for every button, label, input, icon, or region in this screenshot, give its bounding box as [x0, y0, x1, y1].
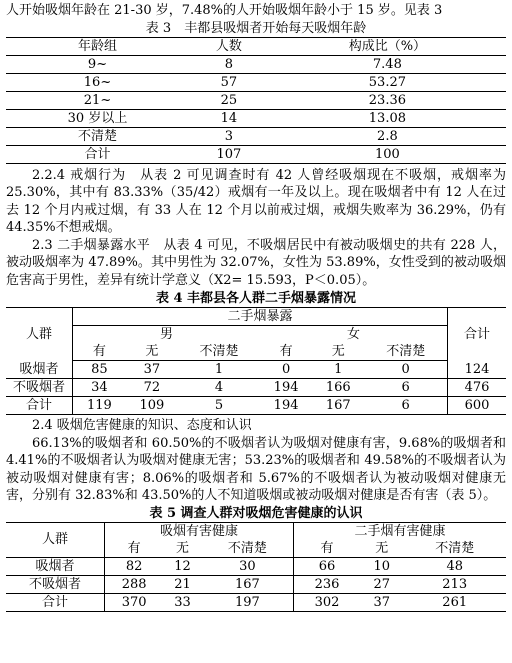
- paragraph-2-2-4: 2.2.4 戒烟行为 从表 2 可见调查时有 42 人曾经吸烟现在不吸烟，戒烟率为 25.30%，其中有 83.33%（35/42）戒烟有一年及以上。现在吸烟者中有 12 人在过去 12 个月内戒过烟，有 33 人在 12 个月以前戒过烟，戒烟失败率为 36.29%，仍有 44.35%不想戒烟。: [6, 167, 506, 235]
- table5-cell: 合计: [6, 593, 105, 611]
- table4-cell: 34: [73, 379, 126, 397]
- table3-cell: 14: [189, 109, 269, 127]
- table5-cell: 12: [163, 557, 201, 575]
- table5-cell: 27: [360, 575, 403, 593]
- paragraph-2-3: 2.3 二手烟暴露水平 从表 4 可见，不吸烟居民中有被动吸烟史的共有 228 人，被动吸烟率为 47.89%。其中男性为 32.07%，女性为 53.89%，女性受到的被动吸烟危害高于男性，差异有统计学意义（X2= 15.593，P＜0.05）。: [6, 237, 506, 288]
- table-row: [6, 397, 506, 415]
- table5-cell: 236: [293, 575, 360, 593]
- table4-cell: 194: [260, 397, 312, 415]
- table4-cell: 109: [126, 397, 178, 415]
- table4-total-header: 合计: [448, 308, 507, 361]
- table4: [6, 307, 506, 415]
- table5-cell: 不吸烟者: [6, 575, 105, 593]
- table4-cell: 37: [126, 361, 178, 379]
- table5-group-header: 人群: [6, 522, 105, 557]
- table4-group-header: 人群: [6, 308, 73, 361]
- table-row: [6, 379, 506, 397]
- table-row: [6, 575, 506, 593]
- table4-cell: 吸烟者: [6, 361, 73, 379]
- table3-cell: 9~: [6, 55, 189, 73]
- table-row: [6, 361, 506, 379]
- table4-cell: 72: [126, 379, 178, 397]
- document-page: [6, 2, 506, 612]
- table4-cell: 124: [448, 361, 507, 379]
- table5-subheader: 有: [293, 540, 360, 558]
- table4-cell: 1: [312, 361, 364, 379]
- table3-header: 年龄组: [6, 37, 189, 55]
- table4-cell: 167: [312, 397, 364, 415]
- table4-cell: 6: [364, 397, 447, 415]
- table4-cell: 119: [73, 397, 126, 415]
- table5-subheader: 不清楚: [403, 540, 506, 558]
- table3-cell: 8: [189, 55, 269, 73]
- table3-cell: 53.27: [269, 73, 506, 91]
- table5-group2-header: 二手烟有害健康: [293, 522, 506, 540]
- table5-cell: 10: [360, 557, 403, 575]
- table-row: [6, 145, 506, 163]
- table4-cell: 476: [448, 379, 507, 397]
- table4-cell: 1: [178, 361, 260, 379]
- table5-cell: 21: [163, 575, 201, 593]
- table3: [6, 37, 506, 164]
- table3-cell: 不清楚: [6, 127, 189, 145]
- table5-cell: 37: [360, 593, 403, 611]
- table-row: [6, 73, 506, 91]
- table3-header: 人数: [189, 37, 269, 55]
- table3-cell: 100: [269, 145, 506, 163]
- table-row: [6, 557, 506, 575]
- table5-cell: 370: [105, 593, 164, 611]
- table3-cell: 2.8: [269, 127, 506, 145]
- table3-header: 构成比（%）: [269, 37, 506, 55]
- table4-subheader: 无: [126, 343, 178, 361]
- table5-cell: 吸烟者: [6, 557, 105, 575]
- table4-subheader: 不清楚: [178, 343, 260, 361]
- table4-subheader: 有: [73, 343, 126, 361]
- table5-cell: 82: [105, 557, 164, 575]
- table4-cell: 166: [312, 379, 364, 397]
- table3-cell: 30 岁以上: [6, 109, 189, 127]
- table3-cell: 107: [189, 145, 269, 163]
- table5-cell: 33: [163, 593, 201, 611]
- table3-cell: 13.08: [269, 109, 506, 127]
- table4-cell: 600: [448, 397, 507, 415]
- table4-subheader: 不清楚: [364, 343, 447, 361]
- table4-female-header: 女: [260, 326, 448, 344]
- table4-cell: 不吸烟者: [6, 379, 73, 397]
- table3-cell: 23.36: [269, 91, 506, 109]
- table4-male-header: 男: [159, 327, 173, 342]
- table4-cell: 0: [364, 361, 447, 379]
- table-row: [6, 91, 506, 109]
- table-row: [6, 127, 506, 145]
- table3-cell: 7.48: [269, 55, 506, 73]
- table3-header-row: [6, 37, 506, 55]
- table5-cell: 30: [202, 557, 294, 575]
- table5-cell: 213: [403, 575, 506, 593]
- table5-subheader: 不清楚: [202, 540, 294, 558]
- table3-cell: 16~: [6, 73, 189, 91]
- table3-cell: 21~: [6, 91, 189, 109]
- table4-super-header: 二手烟暴露: [73, 308, 448, 326]
- table5-cell: 288: [105, 575, 164, 593]
- table4-subheader: 无: [312, 343, 364, 361]
- table5-caption: 表 5 调查人群对吸烟危害健康的认识: [149, 505, 363, 521]
- table5-cell: 167: [202, 575, 294, 593]
- table3-cell: 合计: [6, 145, 189, 163]
- table4-cell: 5: [178, 397, 260, 415]
- table3-caption: 表 3 丰都县吸烟者开始每天吸烟年龄: [145, 20, 367, 36]
- table-row: [6, 109, 506, 127]
- table4-caption: 表 4 丰都县各人群二手烟暴露情况: [155, 291, 357, 306]
- table5-cell: 197: [202, 593, 294, 611]
- table3-cell: 3: [189, 127, 269, 145]
- table5-subheader: 有: [105, 540, 164, 558]
- heading-2-4: 2.4 吸烟危害健康的知识、态度和认识: [32, 418, 252, 433]
- table3-cell: 25: [189, 91, 269, 109]
- table5-subheader: 无: [163, 540, 201, 558]
- table5-group1-header: 吸烟有害健康: [105, 522, 294, 540]
- table4-cell: 85: [73, 361, 126, 379]
- table4-cell: 0: [260, 361, 312, 379]
- table4-cell: 合计: [6, 397, 73, 415]
- table4-cell: 194: [260, 379, 312, 397]
- paragraph-2-4: 66.13%的吸烟者和 60.50%的不吸烟者认为吸烟对健康有害，9.68%的吸烟者和 4.41%的不吸烟者认为吸烟对健康无害；53.23%的吸烟者和 49.58%的不吸烟者认为被动吸烟对健康有害；8.06%的吸烟者和 5.67%的不吸烟者认为被动吸烟对健康无害，分别有 32.83%和 43.50%的人不知道吸烟或被动吸烟对健康是否有害（表 5）。: [6, 435, 506, 503]
- table-row: [6, 55, 506, 73]
- table5-subheader: 无: [360, 540, 403, 558]
- intro-line: 人开始吸烟年龄在 21-30 岁，7.48%的人开始吸烟年龄小于 15 岁。见表 3: [6, 3, 443, 18]
- table4-cell: 4: [178, 379, 260, 397]
- table5-cell: 66: [293, 557, 360, 575]
- table5-cell: 302: [293, 593, 360, 611]
- table3-cell: 57: [189, 73, 269, 91]
- table5-cell: 48: [403, 557, 506, 575]
- table5-cell: 261: [403, 593, 506, 611]
- table-row: [6, 593, 506, 611]
- table5: [6, 522, 506, 612]
- table4-subheader: 有: [260, 343, 312, 361]
- table4-cell: 6: [364, 379, 447, 397]
